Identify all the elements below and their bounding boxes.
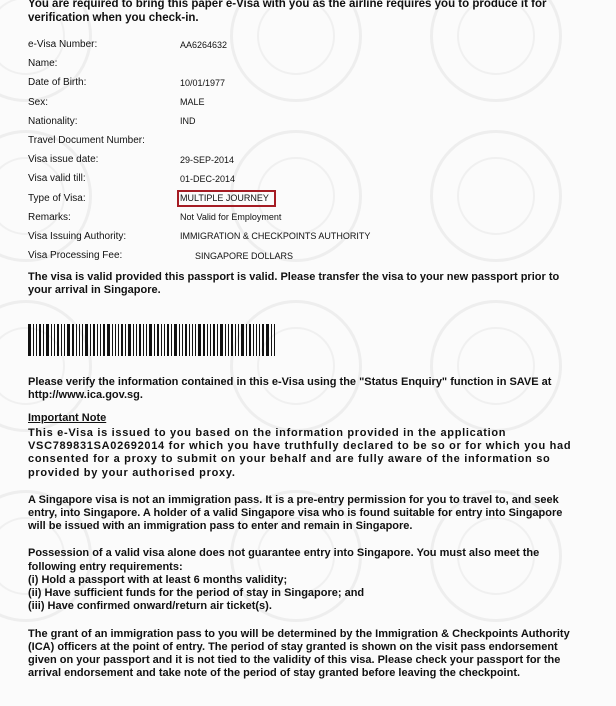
list-item: (iii) Have confirmed onward/return air ticket(s).	[28, 600, 272, 613]
barcode-bar	[121, 324, 123, 356]
barcode-bar	[161, 324, 162, 356]
barcode-bar	[33, 324, 34, 356]
requirements-list	[28, 574, 576, 614]
barcode-bar	[118, 324, 119, 356]
barcode-bar	[238, 324, 239, 356]
barcode-bar	[171, 324, 172, 356]
barcode-bar	[174, 324, 177, 356]
field-label: Visa Processing Fee:	[28, 250, 123, 262]
barcode-bar	[213, 324, 215, 356]
field-value: SINGAPORE DOLLARS	[195, 250, 294, 261]
field-row-date-of-birth	[28, 73, 576, 92]
barcode-bar	[241, 324, 244, 356]
visa-details	[28, 35, 576, 265]
barcode-bar	[189, 324, 190, 356]
barcode-bar	[128, 324, 131, 356]
important-note-heading: Important Note	[28, 412, 107, 425]
field-row-issue-date	[28, 150, 576, 169]
barcode-bar	[54, 324, 55, 356]
visa-type-highlight: MULTIPLE JOURNEY	[177, 190, 276, 207]
requirements-intro: Possession of a valid visa alone does not guarantee entry into Singapore. You must also meet the following entry requirements:	[28, 547, 540, 573]
barcode-bar	[57, 324, 59, 356]
barcode-bar	[79, 324, 80, 356]
field-row-travel-document	[28, 131, 576, 150]
barcode-bar	[51, 324, 52, 356]
barcode-bar	[64, 324, 65, 356]
barcode-bar	[192, 324, 193, 356]
barcode-bar	[76, 324, 77, 356]
field-label: Sex:	[28, 96, 49, 108]
barcode-bar	[164, 324, 165, 356]
barcode-bar	[157, 324, 159, 356]
barcode-bar	[262, 324, 264, 356]
important-note-body: This e-Visa is issued to you based on the information provided in the application VSC789831SA02692014 for which you have truthfully declared to be so or for which you had consented for a proxy to submit on your behalf and are fully aware of the information so provided by your authorised proxy.	[28, 427, 572, 479]
field-row-issuing-authority	[28, 227, 576, 246]
field-value: AA6264632	[180, 39, 228, 50]
evisa-document	[28, 0, 576, 680]
barcode-bar	[167, 324, 169, 356]
field-row-remarks	[28, 208, 576, 227]
field-label: Visa valid till:	[28, 173, 86, 185]
barcode-bar	[103, 324, 105, 356]
barcode-bar	[46, 324, 49, 356]
field-row-processing-fee	[28, 246, 576, 265]
grant-note: The grant of an immigration pass to you will be determined by the Immigration & Checkpoints Authority (ICA) officers at the point of entry. The period of stay granted is shown on the visit pass endorsement given on your passport and it is not tied to the validity of this visa. Please check your passport for the arrival endorsement and take note of the period of stay granted before leaving the checkpoint.	[28, 627, 570, 680]
field-value: IMMIGRATION & CHECKPOINTS AUTHORITY	[180, 231, 371, 242]
barcode-bar	[36, 324, 37, 356]
barcode-bar	[90, 324, 91, 356]
barcode-bar	[115, 324, 116, 356]
barcode-bar	[195, 324, 196, 356]
barcode-bar	[93, 324, 95, 356]
list-item: (i) Hold a passport with at least 6 months validity;	[28, 573, 288, 586]
field-value: 01-DEC-2014	[180, 173, 236, 184]
field-row-evisa-number	[28, 35, 576, 54]
barcode-bar	[39, 324, 41, 356]
barcode-bar	[266, 324, 269, 356]
barcode-bar	[133, 324, 134, 356]
field-value: 29-SEP-2014	[180, 154, 235, 165]
barcode-bar	[198, 324, 201, 356]
barcode-bar	[97, 324, 98, 356]
field-label: Date of Birth:	[28, 77, 87, 89]
barcode-bar	[82, 324, 83, 356]
barcode-bar	[28, 324, 31, 356]
field-value: MALE	[180, 97, 205, 108]
field-label: Visa Issuing Authority:	[28, 230, 127, 242]
barcode-bar	[85, 324, 88, 356]
barcode-bar	[225, 324, 226, 356]
verify-note: Please verify the information contained in this e-Visa using the "Status Enquiry" function in SAVE at http://www.ica.gov.sg.	[28, 375, 552, 401]
barcode-bar	[67, 324, 70, 356]
field-value: IND	[180, 116, 196, 127]
barcode-bar	[154, 324, 155, 356]
barcode-bar	[228, 324, 229, 356]
barcode-bar	[249, 324, 251, 356]
field-label: Travel Document Number:	[28, 135, 145, 147]
barcode-image	[28, 324, 292, 356]
barcode-bar	[220, 324, 223, 356]
list-item: (ii) Have sufficient funds for the period of stay in Singapore; and	[28, 587, 365, 600]
barcode-bar	[271, 324, 272, 356]
barcode-bar	[259, 324, 260, 356]
field-label: Visa issue date:	[28, 154, 99, 166]
barcode-bar	[139, 324, 141, 356]
barcode-bar	[112, 324, 113, 356]
barcode-bar	[185, 324, 187, 356]
barcode-bar	[61, 324, 62, 356]
field-label: Nationality:	[28, 115, 78, 127]
barcode-bar	[179, 324, 180, 356]
field-label: Remarks:	[28, 211, 71, 223]
barcode-bar	[143, 324, 144, 356]
checkin-instruction: You are required to bring this paper e-Visa with you as the airline requires you to produce it for verification when you check-in.	[28, 0, 547, 24]
barcode-bar	[136, 324, 137, 356]
field-row-valid-till	[28, 169, 576, 188]
field-label: Name:	[28, 58, 58, 70]
barcode-bar	[274, 324, 275, 356]
field-value: Not Valid for Employment	[180, 212, 282, 223]
barcode-bar	[235, 324, 236, 356]
field-label: e-Visa Number:	[28, 39, 98, 51]
barcode-bar	[253, 324, 254, 356]
barcode-bar	[217, 324, 218, 356]
barcode-bar	[149, 324, 152, 356]
field-row-sex	[28, 93, 576, 112]
barcode-bar	[43, 324, 44, 356]
barcode-bar	[203, 324, 205, 356]
barcode-bar	[246, 324, 247, 356]
barcode-bar	[207, 324, 208, 356]
barcode-bar	[125, 324, 126, 356]
barcode-bar	[210, 324, 211, 356]
field-row-nationality	[28, 112, 576, 131]
field-label: Type of Visa:	[28, 192, 86, 204]
barcode-bar	[231, 324, 233, 356]
field-row-visa-type	[28, 189, 576, 208]
barcode-bar	[182, 324, 183, 356]
barcode-bar	[107, 324, 110, 356]
field-row-name	[28, 54, 576, 73]
transfer-note: The visa is valid provided this passport is valid. Please transfer the visa to your new passport prior to your arrival in Singapore.	[28, 271, 560, 297]
barcode-bar	[72, 324, 74, 356]
barcode-bar	[256, 324, 257, 356]
field-value: 10/01/1977	[180, 77, 226, 88]
barcode-bar	[146, 324, 147, 356]
pre-entry-note: A Singapore visa is not an immigration pass. It is a pre-entry permission for you to travel to, and seek entry, into Singapore. A holder of a valid Singapore visa who is found suitable for entry into Singapore will be issued with an immigration pass to enter and remain in Singapore.	[28, 493, 563, 533]
barcode-bar	[100, 324, 101, 356]
